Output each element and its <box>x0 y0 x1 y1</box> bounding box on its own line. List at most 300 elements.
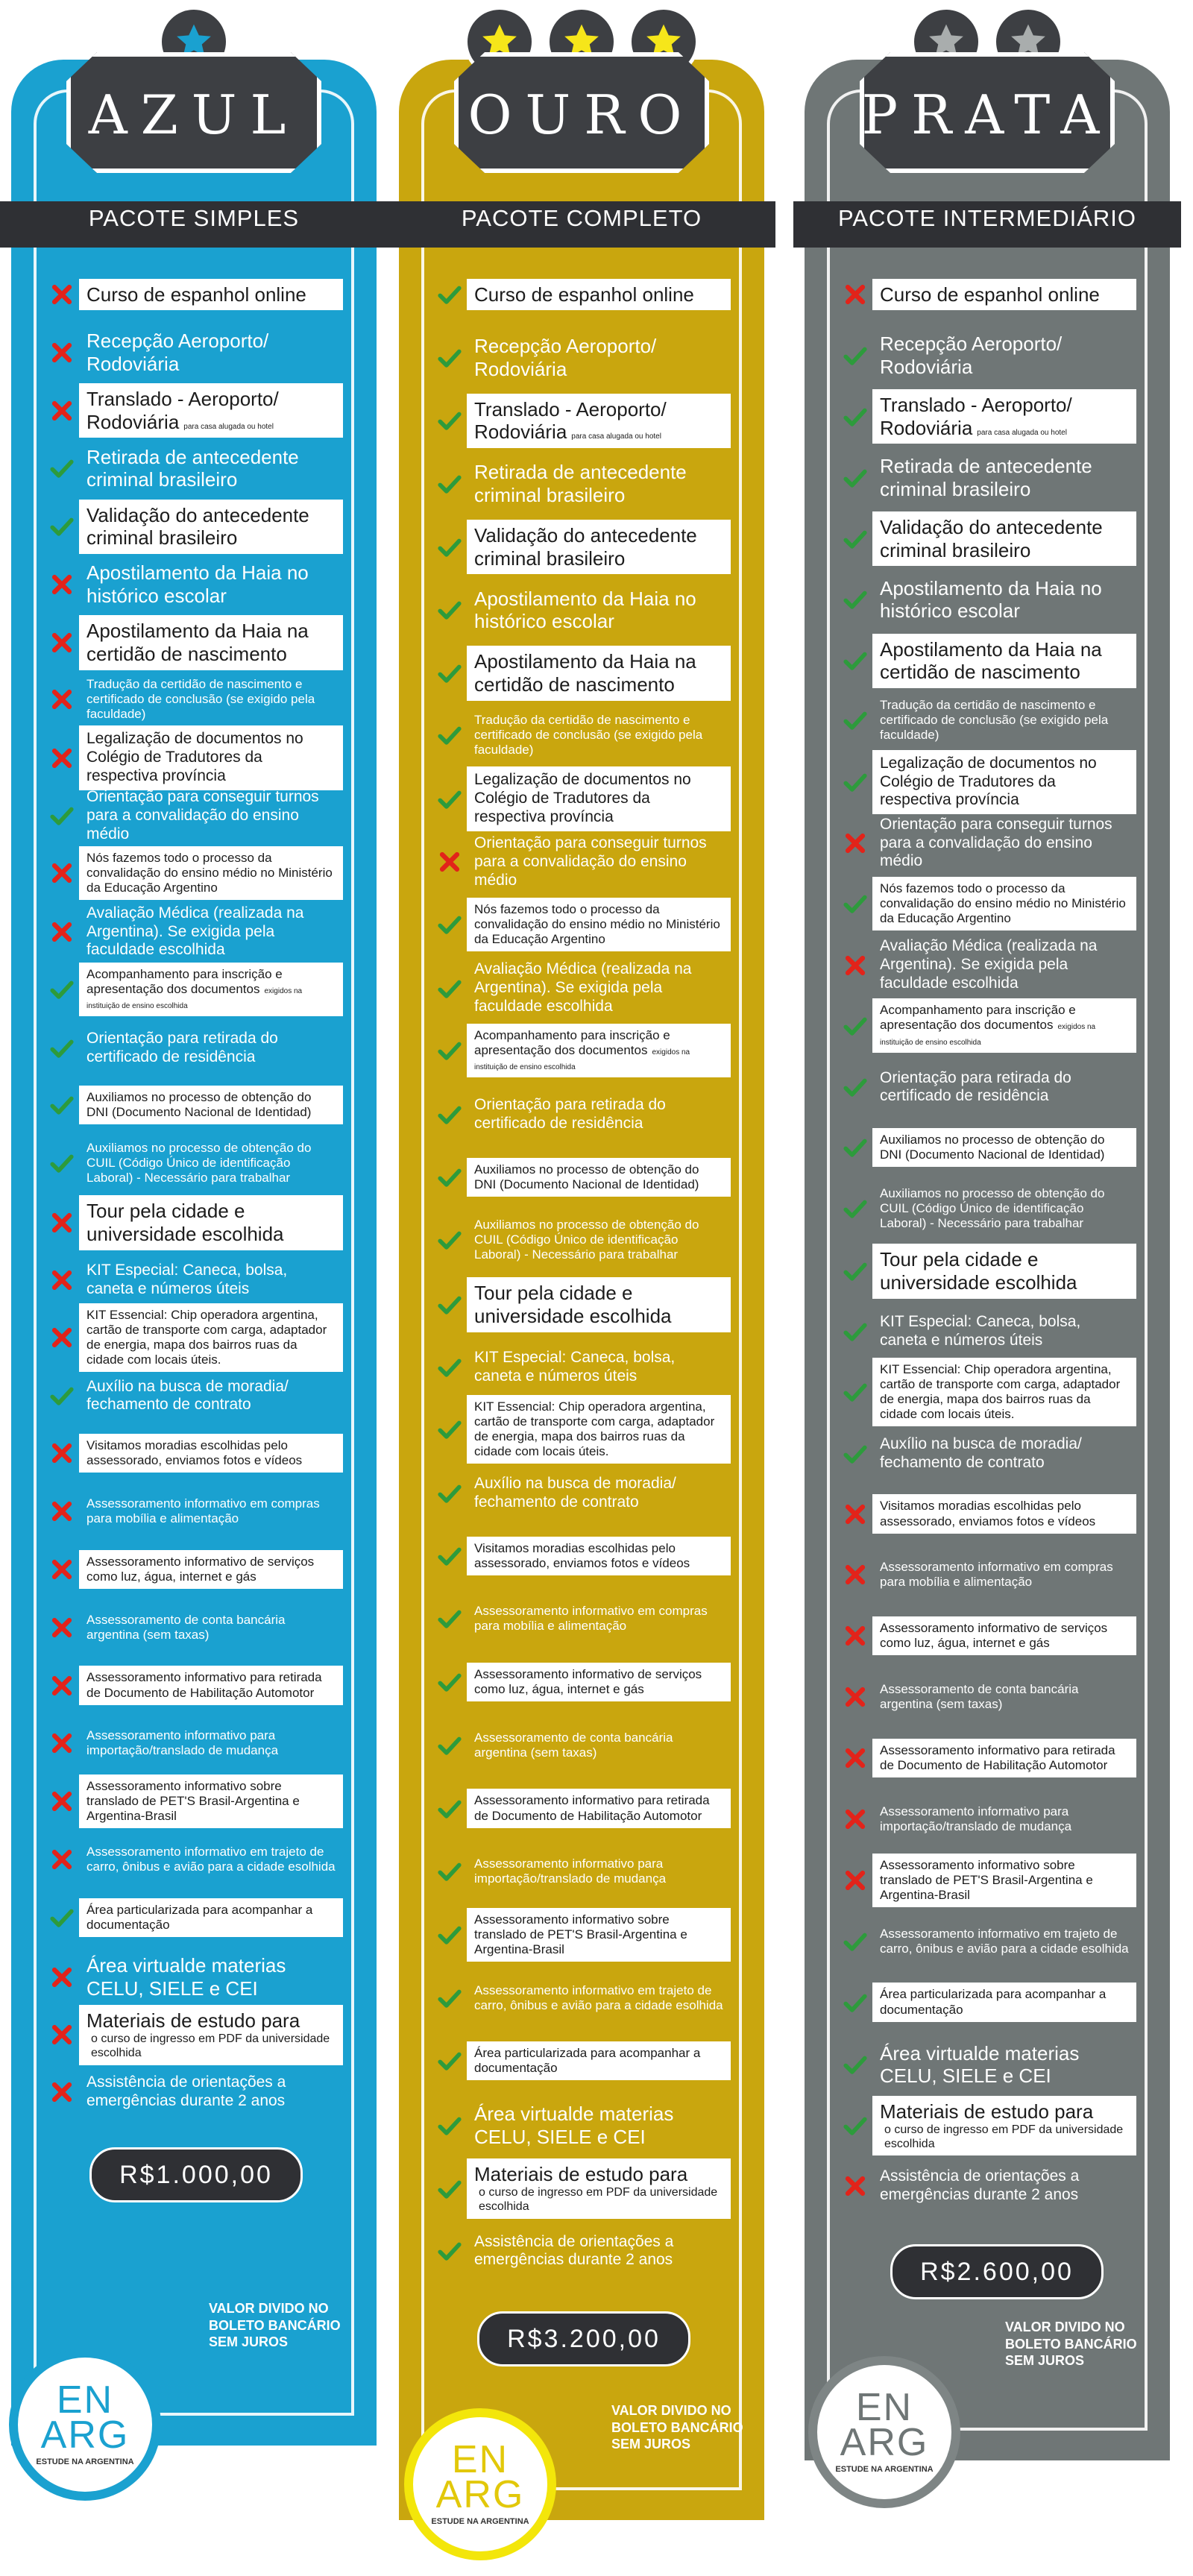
feature-label: Auxílio na busca de moradia/ fechamento de contrato <box>474 1475 676 1511</box>
feature-label: Tradução da certidão de nascimento e certificado de conclusão (se exigido pela faculdade) <box>880 698 1109 743</box>
cross-icon <box>45 687 79 712</box>
feature-label: Recepção Aeroporto/ Rodoviária <box>474 335 657 380</box>
feature-item <box>838 452 1136 504</box>
feature-label: Recepção Aeroporto/ Rodoviária <box>86 330 269 375</box>
feature-note: exigidos na instituição de ensino escolhida <box>86 986 303 1010</box>
feature-item <box>432 332 731 384</box>
feature-item <box>45 268 343 321</box>
check-icon <box>432 1038 467 1063</box>
feature-item <box>45 2067 343 2117</box>
feature-label: Curso de espanhol online <box>880 283 1100 306</box>
check-icon <box>432 1102 467 1127</box>
feature-text <box>79 1608 343 1647</box>
feature-item <box>45 442 343 494</box>
cross-icon <box>45 2079 79 2105</box>
feature-label: Legalização de documentos no Colégio de Tradutores da respectiva província <box>474 771 691 825</box>
feature-label: Apostilamento da Haia na certidão de nascimento <box>474 650 696 696</box>
cross-icon <box>838 1623 872 1648</box>
feature-item <box>432 647 731 699</box>
check-icon <box>45 514 79 539</box>
feature-item <box>45 327 343 379</box>
feature-item <box>45 675 343 724</box>
feature-label: Área virtualde materias CELU, SIELE e CEI <box>880 2041 1080 2088</box>
feature-label: Assistência de orientações a emergências durante 2 anos <box>474 2232 674 2269</box>
feature-label: Assistência de orientações a emergências durante 2 anos <box>86 2073 286 2110</box>
logo-mark-top: EN <box>451 2438 509 2482</box>
feature-text <box>79 1950 343 2004</box>
feature-label: KIT Especial: Caneca, bolsa, caneta e números úteis <box>880 1313 1081 1349</box>
feature-text <box>467 1537 731 1575</box>
feature-item <box>838 2161 1136 2211</box>
check-icon <box>432 2238 467 2264</box>
feature-item <box>432 1342 731 1393</box>
feature-label: Curso de espanhol online <box>86 283 306 306</box>
cross-icon <box>838 831 872 856</box>
cross-icon <box>45 919 79 945</box>
feature-text <box>872 811 1136 875</box>
check-icon <box>432 787 467 812</box>
feature-label: Auxiliamos no processo de obtenção do DNI (Documento Nacional de Identidad) <box>880 1133 1105 1162</box>
feature-text <box>79 900 343 964</box>
feature-label: Acompanhamento para inscrição e apresentação dos documentos <box>86 966 283 996</box>
feature-note: exigidos na instituição de ensino escolhida <box>880 1023 1096 1047</box>
check-icon <box>45 456 79 481</box>
feature-text <box>467 1277 731 1332</box>
feature-text <box>79 1550 343 1589</box>
feature-label: Assessoramento informativo de serviços como luz, água, internet e gás <box>880 1621 1108 1651</box>
feature-label: Assessoramento informativo em trajeto de carro, ônibus e avião para a cidade esolhida <box>474 1983 723 2012</box>
feature-text <box>467 1789 731 1827</box>
feature-text <box>872 1431 1136 1477</box>
feature-text <box>872 1309 1136 1355</box>
feature-item <box>838 1361 1136 1421</box>
cross-icon <box>432 849 467 875</box>
feature-text <box>872 1182 1136 1235</box>
feature-text <box>79 325 343 380</box>
cross-icon <box>45 1731 79 1756</box>
feature-text <box>79 1774 343 1828</box>
feature-text <box>79 673 343 726</box>
feature-text <box>872 998 1136 1052</box>
feature-text <box>79 383 343 438</box>
feature-text <box>872 1983 1136 2021</box>
feature-label: Auxiliamos no processo de obtenção do CUIL (Código Único de identificação Laboral) - Necessário para trabalhar <box>474 1218 699 1262</box>
payment-note: VALOR DIVIDO NO BOLETO BANCÁRIO SEM JUROS <box>209 2301 341 2349</box>
plan-subtitle: PACOTE COMPLETO <box>461 205 702 231</box>
feature-label: KIT Especial: Caneca, bolsa, caneta e números úteis <box>86 1262 288 1297</box>
feature-label: Avaliação Médica (realizada na Argentina). Se exigida pela faculdade escolhida <box>474 960 692 1015</box>
feature-label: Área virtualde materias CELU, SIELE e CEI <box>86 1953 286 2000</box>
cross-icon <box>45 1673 79 1698</box>
feature-label: Assessoramento informativo sobre translado de PET'S Brasil-Argentina e Argentina-Brasil <box>880 1857 1093 1902</box>
feature-text <box>79 846 343 900</box>
feature-item <box>45 848 343 898</box>
check-icon <box>432 471 467 497</box>
cross-icon <box>45 340 79 365</box>
feature-text <box>872 1244 1136 1298</box>
feature-item <box>432 2036 731 2085</box>
feature-item <box>45 500 343 552</box>
check-icon <box>838 465 872 491</box>
cross-icon <box>45 1210 79 1235</box>
feature-text <box>79 279 343 311</box>
feature-item <box>838 330 1136 382</box>
feature-text <box>79 2005 343 2065</box>
feature-label: Orientação para conseguir turnos para a convalidação do ensino médio <box>880 815 1112 870</box>
feature-label: Validação do antecedente criminal brasileiro <box>880 515 1103 561</box>
feature-text <box>467 394 731 448</box>
feature-item <box>45 1661 343 1710</box>
check-icon <box>432 1859 467 1884</box>
feature-text <box>467 1979 731 2018</box>
feature-item <box>432 521 731 573</box>
feature-label: Avaliação Médica (realizada na Argentina). Se exigida pela faculdade escolhida <box>86 904 304 959</box>
feature-item <box>838 1429 1136 1479</box>
feature-text <box>79 441 343 496</box>
feature-label: Tour pela cidade e universidade escolhida <box>880 1248 1077 1294</box>
feature-item <box>838 937 1136 992</box>
feature-item <box>838 1978 1136 2027</box>
feature-item <box>838 1550 1136 1599</box>
cross-icon <box>838 1807 872 1832</box>
feature-item <box>45 1197 343 1249</box>
feature-text <box>872 1128 1136 1167</box>
feature-text <box>467 1470 731 1517</box>
feature-item <box>432 1026 731 1075</box>
feature-item <box>45 730 343 784</box>
feature-label: Assessoramento informativo de serviços como luz, água, internet e gás <box>86 1554 315 1584</box>
logo-mark-bottom: ARG <box>840 2421 929 2464</box>
feature-item <box>838 2100 1136 2152</box>
feature-text <box>467 1852 731 1891</box>
feature-text <box>872 1678 1136 1716</box>
logo-azul <box>9 2349 161 2501</box>
feature-text <box>872 1555 1136 1594</box>
logo-tagline: ESTUDE NA ARGENTINA <box>835 2464 934 2474</box>
check-icon <box>45 1905 79 1930</box>
feature-label: Orientação para retirada do certificado de residência <box>474 1096 666 1132</box>
feature-label: Tradução da certidão de nascimento e certificado de conclusão (se exigido pela faculdade) <box>86 676 315 721</box>
feature-item <box>838 573 1136 626</box>
check-icon <box>838 526 872 552</box>
feature-item <box>432 2226 731 2276</box>
feature-label: Visitamos moradias escolhidas pelo assessorado, enviamos fotos e vídeos <box>880 1499 1096 1528</box>
check-icon <box>838 1013 872 1039</box>
feature-text <box>467 1663 731 1701</box>
check-icon <box>432 1543 467 1569</box>
feature-text <box>872 1854 1136 1907</box>
feature-item <box>45 1719 343 1768</box>
feature-label: Área particularizada para acompanhar a documentação <box>474 2046 701 2076</box>
check-icon <box>838 1259 872 1284</box>
feature-text <box>872 2038 1136 2092</box>
feature-item <box>838 1856 1136 1905</box>
feature-label: Assessoramento informativo para importação/translado de mudança <box>86 1728 279 1758</box>
payment-note: VALOR DIVIDO NO BOLETO BANCÁRIO SEM JUROS <box>611 2403 743 2451</box>
feature-item <box>45 1370 343 1421</box>
feature-item <box>45 790 343 841</box>
feature-text <box>872 1494 1136 1533</box>
price-badge: R$3.200,00 <box>477 2311 690 2366</box>
feature-label: Auxiliamos no processo de obtenção do CUIL (Código Único de identificação Laboral) - Necessário para trabalhar <box>86 1141 312 1185</box>
feature-label: Assessoramento informativo em compras para mobília e alimentação <box>474 1604 708 1634</box>
check-icon <box>45 1383 79 1408</box>
feature-item <box>432 2163 731 2215</box>
feature-item <box>838 1001 1136 1051</box>
feature-text <box>79 1373 343 1420</box>
feature-label: Orientação para retirada do certificado de residência <box>86 1029 278 1065</box>
cross-icon <box>838 953 872 978</box>
cross-icon <box>838 2173 872 2199</box>
check-icon <box>432 597 467 623</box>
check-icon <box>432 1417 467 1442</box>
feature-text <box>79 1898 343 1937</box>
feature-note: o curso de ingresso em PDF da universidade escolhida <box>479 2186 718 2213</box>
feature-text <box>467 830 731 894</box>
feature-text <box>467 766 731 831</box>
feature-label: Orientação para conseguir turnos para a convalidação do ensino médio <box>86 788 319 843</box>
cross-icon <box>45 1557 79 1582</box>
feature-label: Avaliação Médica (realizada na Argentina). Se exigida pela faculdade escolhida <box>880 937 1098 992</box>
plan-column-ouro <box>388 0 775 2576</box>
feature-item <box>838 696 1136 745</box>
feature-item <box>838 1062 1136 1112</box>
feature-item <box>432 1974 731 2023</box>
check-icon <box>838 587 872 612</box>
feature-text <box>872 328 1136 382</box>
feature-text <box>79 1666 343 1704</box>
feature-label: Orientação para retirada do certificado de residência <box>880 1068 1071 1105</box>
feature-item <box>838 1672 1136 1722</box>
feature-item <box>432 1089 731 1140</box>
feature-text <box>79 500 343 554</box>
feature-label: Tradução da certidão de nascimento e certificado de conclusão (se exigido pela faculdade) <box>474 712 703 757</box>
cross-icon <box>45 1499 79 1524</box>
feature-item <box>432 1279 731 1331</box>
cross-icon <box>838 1684 872 1710</box>
check-icon <box>432 1355 467 1380</box>
check-icon <box>838 1135 872 1160</box>
feature-label: Visitamos moradias escolhidas pelo assessorado, enviamos fotos e vídeos <box>474 1540 690 1570</box>
cross-icon <box>45 1789 79 1814</box>
feature-label: KIT Especial: Caneca, bolsa, caneta e números úteis <box>474 1348 676 1385</box>
feature-label: Legalização de documentos no Colégio de Tradutores da respectiva província <box>86 730 303 784</box>
feature-text <box>872 1800 1136 1839</box>
feature-text <box>467 279 731 311</box>
feature-label: Visitamos moradias escolhidas pelo assessorado, enviamos fotos e vídeos <box>86 1438 303 1468</box>
feature-text <box>79 615 343 670</box>
feature-text <box>467 1158 731 1197</box>
feature-item <box>45 1307 343 1367</box>
feature-label: Área virtualde materias CELU, SIELE e CEI <box>474 2103 674 2148</box>
feature-item <box>45 1429 343 1478</box>
check-icon <box>432 408 467 433</box>
feature-label: Apostilamento da Haia na certidão de nascimento <box>880 637 1102 684</box>
check-icon <box>838 404 872 429</box>
plan-column-azul <box>0 0 388 2576</box>
feature-text <box>79 1724 343 1763</box>
check-icon <box>432 2113 467 2138</box>
check-icon <box>432 661 467 686</box>
feature-item <box>432 1215 731 1265</box>
check-icon <box>432 976 467 1001</box>
feature-text <box>872 573 1136 627</box>
feature-item <box>432 584 731 636</box>
plan-subtitle: PACOTE INTERMEDIÁRIO <box>837 205 1137 231</box>
feature-item <box>432 711 731 760</box>
feature-label: Tour pela cidade e universidade escolhida <box>86 1200 284 1245</box>
feature-label: Área particularizada para acompanhar a documentação <box>880 1987 1107 2017</box>
feature-label: Assessoramento informativo para retirada de Documento de Habilitação Automotor <box>474 1793 710 1823</box>
feature-text <box>467 1213 731 1267</box>
feature-note: para casa alugada ou hotel <box>571 432 661 441</box>
check-icon <box>432 1165 467 1190</box>
logo-mark-bottom: ARG <box>40 2413 130 2457</box>
feature-label: Acompanhamento para inscrição e apresentação dos documentos <box>880 1003 1076 1033</box>
check-icon <box>838 1379 872 1405</box>
payment-note: VALOR DIVIDO NO BOLETO BANCÁRIO SEM JUROS <box>1005 2320 1137 2368</box>
check-icon <box>838 2052 872 2077</box>
feature-text <box>467 2229 731 2275</box>
feature-label: Legalização de documentos no Colégio de Tradutores da respectiva província <box>880 754 1097 809</box>
feature-item <box>838 1245 1136 1297</box>
cross-icon <box>45 282 79 307</box>
check-icon <box>838 891 872 916</box>
feature-item <box>838 879 1136 928</box>
check-icon <box>432 1606 467 1631</box>
feature-text <box>872 1739 1136 1777</box>
cross-icon <box>838 282 872 307</box>
logo-tagline: ESTUDE NA ARGENTINA <box>36 2457 134 2466</box>
check-icon <box>838 1441 872 1467</box>
feature-text <box>79 557 343 611</box>
feature-text <box>872 1358 1136 1426</box>
logo-mark-bottom: ARG <box>435 2473 525 2516</box>
check-icon <box>838 1990 872 2015</box>
feature-item <box>432 1910 731 1959</box>
check-icon <box>432 1922 467 1947</box>
feature-label: Acompanhamento para inscrição e apresentação dos documentos <box>474 1028 670 1058</box>
cross-icon <box>838 1868 872 1893</box>
feature-label: Auxílio na busca de moradia/ fechamento de contrato <box>880 1435 1082 1471</box>
feature-item <box>838 815 1136 870</box>
cross-icon <box>45 572 79 597</box>
feature-item <box>838 1611 1136 1660</box>
check-icon <box>838 1196 872 1221</box>
check-icon <box>432 1669 467 1695</box>
feature-label: Nós fazemos todo o processo da convalidação do ensino médio no Ministério da Educação Argentino <box>880 881 1126 925</box>
feature-label: Retirada de antecedente criminal brasileiro <box>474 461 687 507</box>
feature-item <box>838 754 1136 809</box>
feature-text <box>872 2163 1136 2209</box>
feature-item <box>432 2100 731 2152</box>
feature-text <box>79 1136 343 1190</box>
check-icon <box>45 1150 79 1176</box>
feature-item <box>45 385 343 437</box>
feature-item <box>432 458 731 510</box>
feature-text <box>467 956 731 1020</box>
feature-label: Assistência de orientações a emergências durante 2 anos <box>880 2167 1080 2204</box>
feature-item <box>838 1306 1136 1357</box>
feature-text <box>872 279 1136 311</box>
check-icon <box>838 343 872 368</box>
feature-item <box>432 268 731 321</box>
feature-label: Auxiliamos no processo de obtenção do DNI (Documento Nacional de Identidad) <box>474 1162 699 1191</box>
feature-label: Assessoramento informativo para retirada de Documento de Habilitação Automotor <box>86 1670 322 1700</box>
feature-label: Assessoramento informativo para retirada de Documento de Habilitação Automotor <box>880 1742 1115 1772</box>
feature-text <box>872 511 1136 566</box>
feature-label: Assessoramento informativo de serviços como luz, água, internet e gás <box>474 1667 702 1697</box>
feature-text <box>79 1492 343 1531</box>
feature-item <box>45 558 343 611</box>
feature-item <box>45 904 343 959</box>
feature-text <box>872 389 1136 444</box>
feature-text <box>79 1025 343 1071</box>
feature-text <box>467 1726 731 1765</box>
feature-text <box>467 1599 731 1638</box>
feature-text <box>467 1395 731 1464</box>
feature-item <box>432 834 731 889</box>
feature-note: o curso de ingresso em PDF da universidade escolhida <box>91 2032 330 2059</box>
feature-text <box>79 784 343 848</box>
feature-text <box>79 1086 343 1124</box>
feature-label: Assessoramento de conta bancária argentina (sem taxas) <box>86 1612 286 1642</box>
feature-text <box>467 1908 731 1962</box>
feature-text <box>872 1065 1136 1111</box>
feature-label: Assessoramento informativo sobre translado de PET'S Brasil-Argentina e Argentina-Brasil <box>86 1779 300 1824</box>
feature-text <box>872 933 1136 997</box>
check-icon <box>838 1074 872 1100</box>
feature-item <box>432 1721 731 1770</box>
feature-text <box>79 1195 343 1250</box>
check-icon <box>432 2176 467 2202</box>
feature-label: Área particularizada para acompanhar a documentação <box>86 1902 313 1932</box>
feature-label: KIT Essencial: Chip operadora argentina, cartão de transporte com carga, adaptador de energia, mapa dos bairros ruas da cidade com locais úteis. <box>474 1399 715 1459</box>
feature-text <box>872 1922 1136 1961</box>
feature-text <box>467 330 731 385</box>
check-icon <box>45 977 79 1002</box>
feature-item <box>45 1951 343 2003</box>
check-icon <box>432 535 467 560</box>
feature-label: Assessoramento informativo em compras para mobília e alimentação <box>86 1496 320 1526</box>
check-icon <box>45 803 79 828</box>
feature-label: Materiais de estudo para <box>474 2163 688 2186</box>
check-icon <box>838 769 872 795</box>
feature-item <box>432 1399 731 1459</box>
feature-label: Auxiliamos no processo de obtenção do DNI (Documento Nacional de Identidad) <box>86 1090 312 1120</box>
feature-text <box>79 1257 343 1303</box>
feature-item <box>432 1784 731 1833</box>
cross-icon <box>45 2022 79 2047</box>
feature-item <box>432 1531 731 1581</box>
feature-text <box>872 634 1136 688</box>
feature-item <box>838 1123 1136 1172</box>
check-icon <box>432 345 467 371</box>
feature-label: Materiais de estudo para <box>880 2100 1094 2123</box>
feature-item <box>838 634 1136 687</box>
logo-ouro <box>404 2408 556 2560</box>
feature-label: Translado - Aeroporto/ Rodoviária <box>474 397 667 444</box>
feature-text <box>79 1303 343 1372</box>
feature-item <box>45 1545 343 1594</box>
feature-text <box>467 1344 731 1391</box>
feature-item <box>45 1487 343 1536</box>
feature-text <box>872 450 1136 505</box>
feature-item <box>45 2009 343 2061</box>
check-icon <box>432 1733 467 1758</box>
feature-label: Auxiliamos no processo de obtenção do CUIL (Código Único de identificação Laboral) - Necessário para trabalhar <box>880 1186 1105 1231</box>
feature-label: Retirada de antecedente criminal brasileiro <box>86 445 299 491</box>
